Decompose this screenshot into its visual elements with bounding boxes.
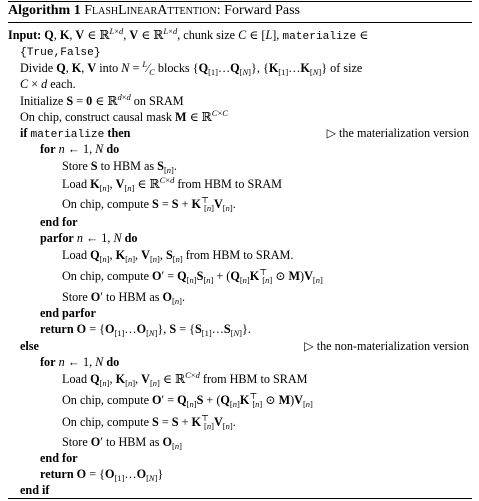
header-rule xyxy=(8,22,472,23)
algorithm-label: Algorithm 1 xyxy=(8,3,81,18)
store-o-par-line: Store O′ to HBM as $O_{[n]}$. xyxy=(62,290,185,306)
compute-o-par-line: On chip, compute $O' = Q_{[n]}S_{[n]} + (Q_{[n]}K^⊤_{[n]}$ ⊙ $M)V_{[n]}$ xyxy=(62,267,323,285)
do-keyword-2: do xyxy=(124,231,138,245)
compute-s2-line: On chip, compute $S = S + K^⊤_{[n]}V_{[n]}$. xyxy=(62,413,236,431)
return-keyword: return xyxy=(40,322,74,336)
if-variable: materialize xyxy=(30,129,105,141)
bottom-rule xyxy=(8,498,472,499)
end-for-line-2 xyxy=(40,450,78,466)
divide-line-2: C × d each. xyxy=(20,77,76,91)
end-parfor-line xyxy=(40,305,96,321)
divide-line: Divide Q, K, V into $N = ^L⁄_C$ blocks $\{Q_{[1]}\dots Q_{[N]}\}$, $\{K_{[1]}\dots K_{[N]}\}$ of size xyxy=(20,59,363,77)
compute-o-line: On chip, compute $O' = Q_{[n]}S + (Q_{[n]}K^⊤_{[n]}$ ⊙ $M)V_{[n]}$ xyxy=(62,391,313,409)
then-keyword: then xyxy=(107,126,131,140)
else-keyword: else xyxy=(20,339,39,353)
do-keyword: do xyxy=(106,142,120,156)
input-text-2: {True,False} xyxy=(20,47,101,59)
end-if-keyword: end if xyxy=(20,483,50,497)
input-keyword: Input: xyxy=(8,28,42,42)
if-keyword: if xyxy=(20,126,28,140)
comment-non-materialization: ▷ the non-materialization version xyxy=(304,339,469,353)
mask-line: On chip, construct causal mask M ∈ ℝ$^{C\times C}$ xyxy=(20,108,228,124)
algorithm-name: FlashLinearAttention xyxy=(84,3,217,18)
load-qkvs-line: Load $Q_{[n]}$, $K_{[n]}$, $V_{[n]}$, $S_{[n]}$ from HBM to SRAM. xyxy=(62,248,294,264)
initialize-line: Initialize S = 0 ∈ ℝ$^{d\times d}$ on SRAM xyxy=(20,92,184,108)
for-keyword-2: for xyxy=(40,355,56,369)
else-line xyxy=(20,338,39,354)
do-keyword-3: do xyxy=(106,355,120,369)
load-qkv-line: Load $Q_{[n]}$, $K_{[n]}$, $V_{[n]}$ ∈ ℝ$^{C\times d}$ from HBM to SRAM xyxy=(62,370,308,388)
algorithm-subtitle: : Forward Pass xyxy=(216,3,300,18)
input-text-1: Q, K, V ∈ ℝ$^{L\times d}$, V ∈ ℝ$^{L\times d}$, chunk size C ∈ [L], materialize ∈ xyxy=(44,26,369,43)
end-parfor-keyword: end parfor xyxy=(40,306,96,320)
for-line-2: for n ← 1, N do xyxy=(40,355,120,369)
load-kv-line: Load $K_{[n]}$, $V_{[n]}$ ∈ ℝ$^{C\times d}$ from HBM to SRAM xyxy=(62,175,282,193)
parfor-keyword: parfor xyxy=(40,231,74,245)
end-for-keyword: end for xyxy=(40,215,78,229)
return-mat-line: return $O = \{O_{[1]}\dots O_{[N]}\}$, $S = \{S_{[1]}\dots S_{[N]}\}$. xyxy=(40,322,251,338)
end-if-line xyxy=(20,482,49,498)
comment-materialization: ▷ the materialization version xyxy=(326,126,469,140)
store-o-line: Store O′ to HBM as $O_{[n]}$ xyxy=(62,435,182,451)
input-line-2 xyxy=(20,43,101,61)
return-nonmat-line: return $O = \{O_{[1]}\dots O_{[N]}\}$ xyxy=(40,467,164,483)
parfor-line: parfor n ← 1, N do xyxy=(40,231,138,245)
return-keyword-2: return xyxy=(40,467,74,481)
end-for-line-1 xyxy=(40,214,78,230)
for-line-1: for n ← 1, N do xyxy=(40,142,120,156)
store-s-line: Store S to HBM as $S_{[n]}$. xyxy=(62,159,177,175)
end-for-keyword-2: end for xyxy=(40,451,78,465)
for-keyword: for xyxy=(40,142,56,156)
compute-s-line: On chip, compute $S = S + K^⊤_{[n]}V_{[n]}$. xyxy=(62,195,236,213)
algorithm-header xyxy=(8,2,300,20)
